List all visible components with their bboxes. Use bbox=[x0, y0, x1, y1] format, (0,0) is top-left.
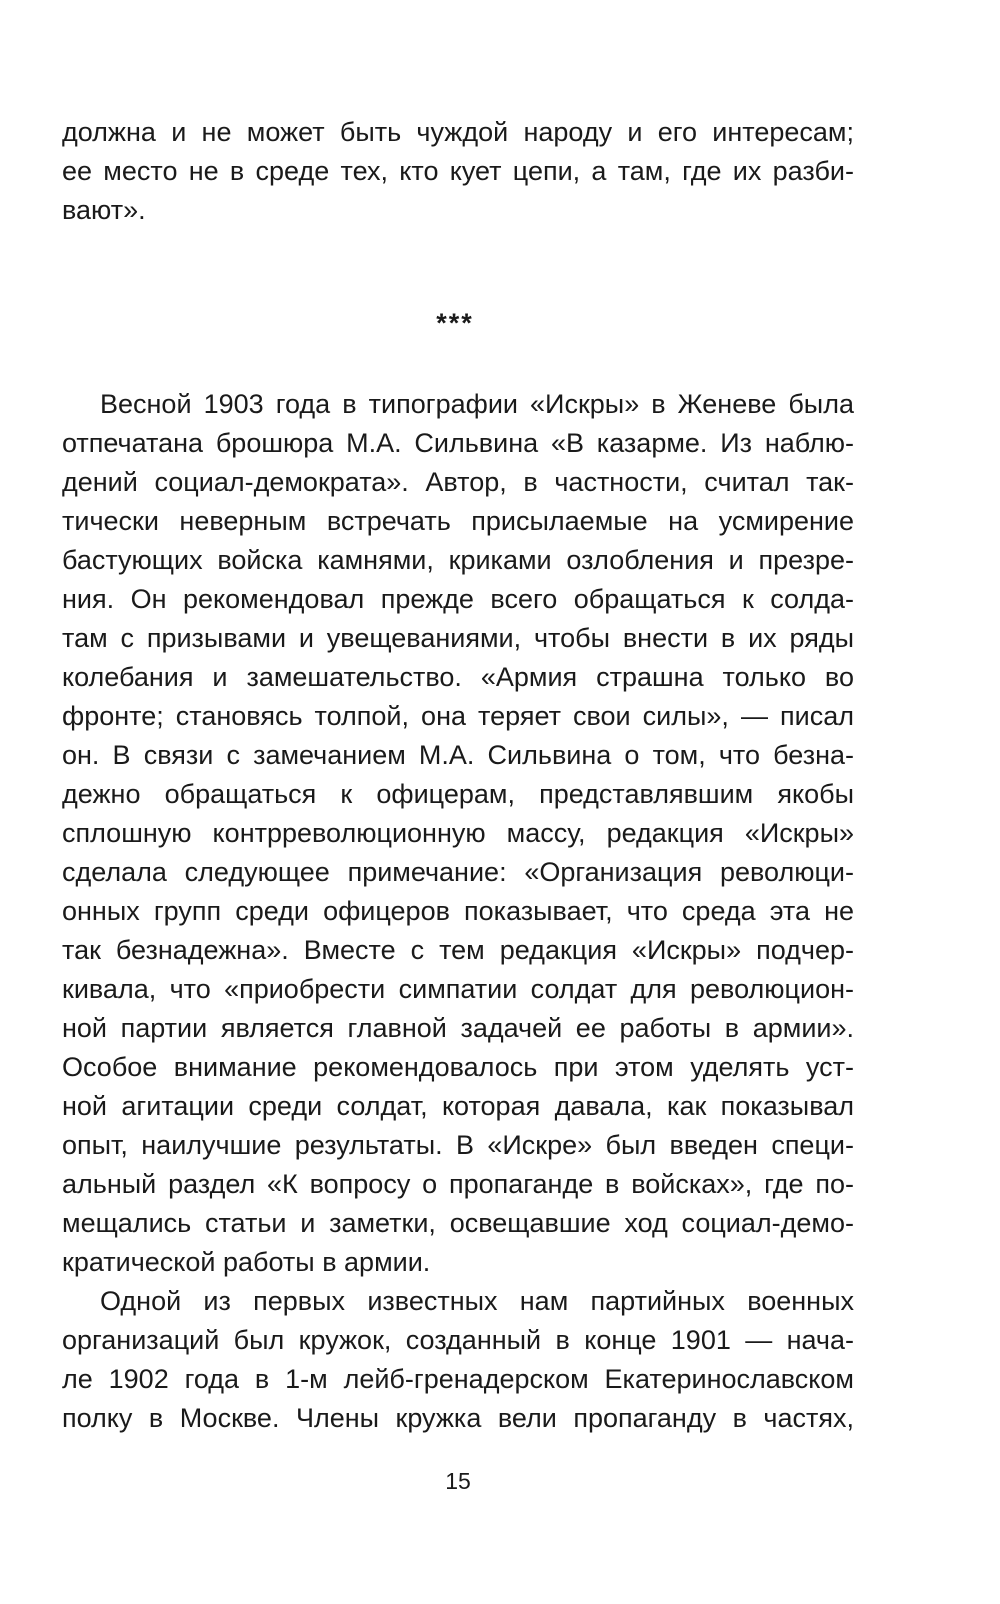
paragraph-1-line: кивала, что «приобрести симпатии солдат для революцион- bbox=[62, 974, 854, 1004]
paragraph-1-line: кратической работы в армии. bbox=[62, 1247, 431, 1277]
paragraph-1-line: он. В связи с замечанием М.А. Сильвина о том, что безна- bbox=[62, 740, 854, 770]
paragraph-1-line: Особое внимание рекомендовалось при этом уделять уст- bbox=[62, 1052, 854, 1082]
text-line: должна и не может быть чуждой народу и его интересам; bbox=[62, 117, 854, 147]
paragraph-1-line: онных групп среди офицеров показывает, что среда эта не bbox=[62, 896, 854, 926]
paragraph-2-line: полку в Москве. Члены кружка вели пропаганду в частях, bbox=[62, 1403, 854, 1433]
paragraph-1-line: ния. Он рекомендовал прежде всего обращаться к солда- bbox=[62, 584, 854, 614]
paragraph-2-line: организаций был кружок, созданный в конце 1901 — нача- bbox=[62, 1325, 854, 1355]
paragraph-1-line: фронте; становясь толпой, она теряет свои силы», — писал bbox=[62, 701, 854, 731]
text-line: ее место не в среде тех, кто кует цепи, а там, где их разби- bbox=[62, 156, 854, 186]
paragraph-1-line: мещались статьи и заметки, освещавшие ход социал-демо- bbox=[62, 1208, 854, 1238]
main-text bbox=[62, 385, 854, 1438]
paragraph-1-line: сплошную контрреволюционную массу, редакция «Искры» bbox=[62, 818, 854, 848]
paragraph-2-line: Одной из первых известных нам партийных военных bbox=[100, 1286, 854, 1316]
paragraph-1-line: ной агитации среди солдат, которая давала, как показывал bbox=[62, 1091, 854, 1121]
paragraph-1-line: ной партии является главной задачей ее работы в армии». bbox=[62, 1013, 854, 1043]
paragraph-1-line: Весной 1903 года в типографии «Искры» в Женеве была bbox=[100, 389, 854, 419]
page-number: 15 bbox=[445, 1468, 471, 1494]
paragraph-1-line: колебания и замешательство. «Армия страшна только во bbox=[62, 662, 854, 692]
paragraph-1-line: там с призывами и увещеваниями, чтобы внести в их ряды bbox=[62, 623, 854, 653]
paragraph-1-line: дений социал-демократа». Автор, в частности, считал так- bbox=[62, 467, 854, 497]
continuation-paragraph bbox=[62, 113, 854, 230]
paragraph-1-line: сделала следующее примечание: «Организация революци- bbox=[62, 857, 854, 887]
paragraph-2-line: ле 1902 года в 1-м лейб-гренадерском Екатеринославском bbox=[62, 1364, 854, 1394]
paragraph-1-line: дежно обращаться к офицерам, представлявшим якобы bbox=[62, 779, 854, 809]
paragraph-1-line: так безнадежна». Вместе с тем редакция «Искры» подчер- bbox=[62, 935, 854, 965]
section-separator: *** bbox=[436, 308, 474, 338]
paragraph-1-line: тически неверным встречать присылаемые на усмирение bbox=[62, 506, 854, 536]
paragraph-1-line: опыт, наилучшие результаты. В «Искре» был введен специ- bbox=[62, 1130, 854, 1160]
paragraph-1-line: бастующих войска камнями, криками озлобления и презре- bbox=[62, 545, 854, 575]
text-line: вают». bbox=[62, 195, 146, 225]
paragraph-1-line: отпечатана брошюра М.А. Сильвина «В казарме. Из наблю- bbox=[62, 428, 854, 458]
paragraph-1-line: альный раздел «К вопросу о пропаганде в войсках», где по- bbox=[62, 1169, 854, 1199]
